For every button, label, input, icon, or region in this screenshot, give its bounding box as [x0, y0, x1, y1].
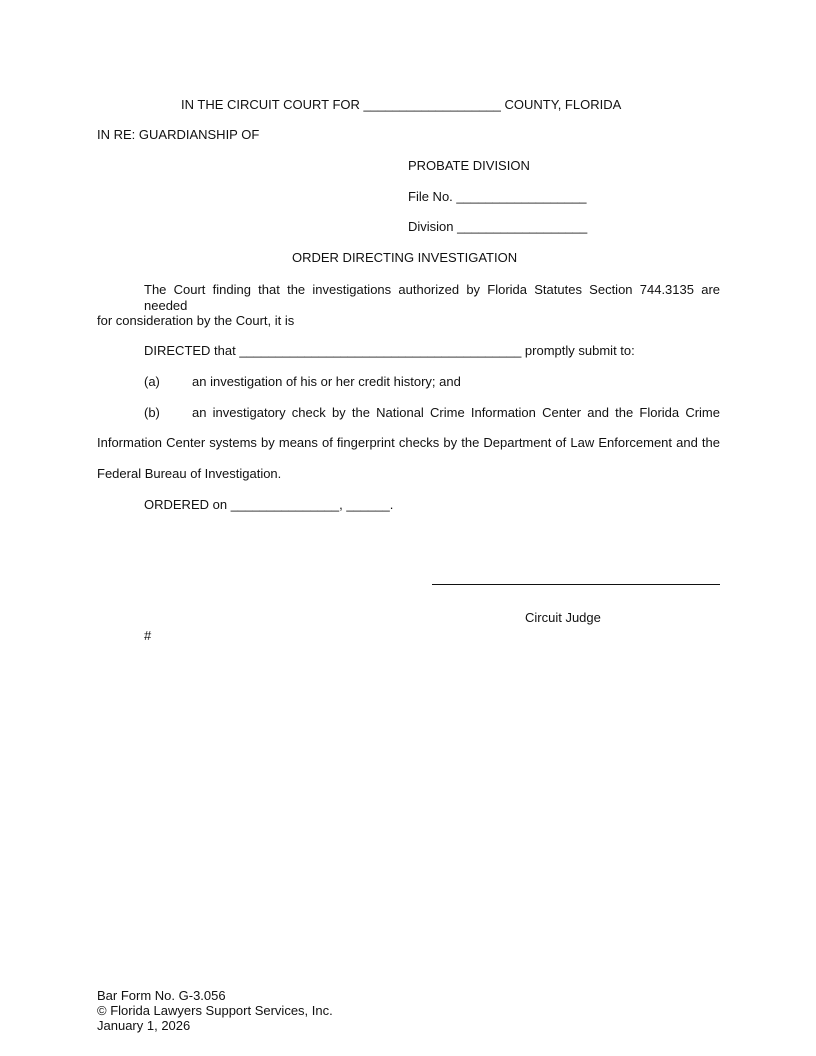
- order-title: ORDER DIRECTING INVESTIGATION: [292, 250, 518, 265]
- in-re-line: IN RE: GUARDIANSHIP OF: [97, 127, 260, 142]
- item-b-label: (b): [144, 405, 160, 420]
- probate-division: PROBATE DIVISION: [408, 158, 530, 173]
- footer-copyright: © Florida Lawyers Support Services, Inc.: [97, 1003, 333, 1018]
- item-a-text: an investigation of his or her credit history; and: [192, 374, 461, 389]
- finding-line-2: for consideration by the Court, it is: [97, 313, 295, 328]
- finding-line-1: The Court finding that the investigations authorized by Florida Statutes Section 744.3135 are needed: [144, 282, 720, 313]
- item-b-line-2: Information Center systems by means of fingerprint checks by the Department of Law Enforcement and the: [97, 435, 720, 450]
- item-b-line-3: Federal Bureau of Investigation.: [97, 466, 282, 481]
- footer-date: January 1, 2026: [97, 1018, 191, 1033]
- file-number: File No. __________________: [408, 189, 587, 204]
- division-field: Division __________________: [408, 219, 588, 234]
- item-a-label: (a): [144, 374, 160, 389]
- circuit-judge-label: Circuit Judge: [525, 610, 601, 625]
- ordered-line: ORDERED on _______________, ______.: [144, 497, 394, 512]
- end-mark: #: [144, 628, 152, 643]
- signature-line: [432, 584, 720, 585]
- directed-line: DIRECTED that _______________________________________ promptly submit to:: [144, 343, 635, 358]
- item-b-line-1: an investigatory check by the National Crime Information Center and the Florida Crime: [192, 405, 720, 420]
- court-line: IN THE CIRCUIT COURT FOR ___________________ COUNTY, FLORIDA: [181, 97, 622, 112]
- footer-form-number: Bar Form No. G-3.056: [97, 988, 226, 1003]
